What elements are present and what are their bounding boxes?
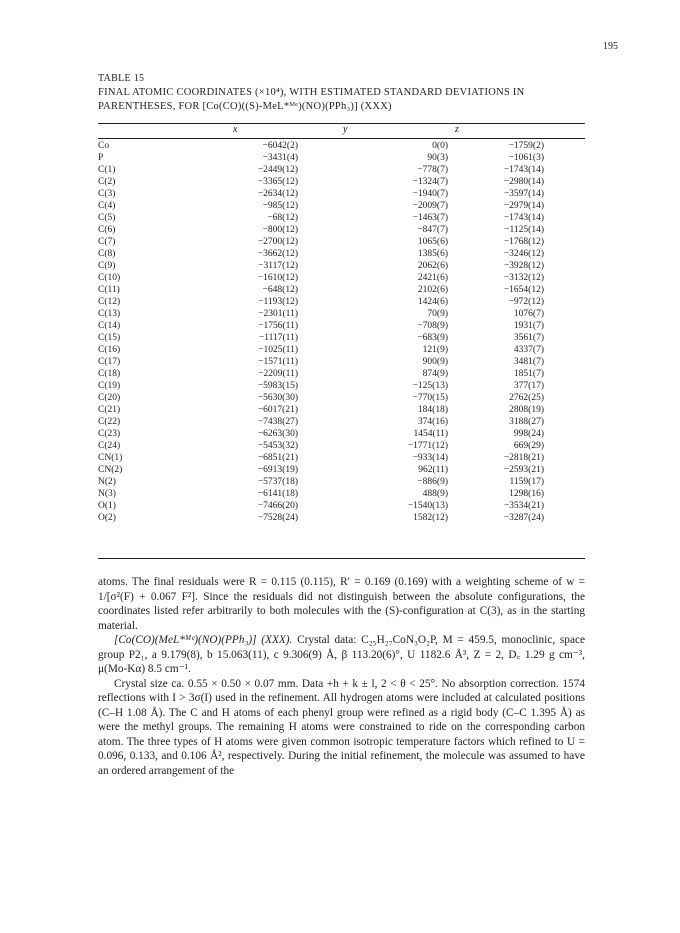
coord-z: 1076(7) [513, 309, 544, 319]
coord-y: −125(13) [412, 381, 448, 391]
coord-x: −1025(11) [258, 345, 298, 355]
paragraph-refinement: Crystal size ca. 0.55 × 0.50 × 0.07 mm. Data +h + k ± l, 2 < θ < 25°. No absorption correction. 1574 reflections with I > 3σ(I) used in the refinement. All hydrogen atoms were included at calculated positions (C–H 1.08 Å). The C and H atoms of each phenyl group were refined as a rigid body (C–C 1.395 Å) as were the methyl groups. The remaining H atoms were constrained to ride on the corresponding carbon atom. The three types of H atoms were given common isotropic temperature factors which refined to U = 0.096, 0.133, and 0.106 Å², respectively. During the initial refinement, the molecule was assumed to have an ordered arrangement of the [98, 677, 585, 777]
coord-x: −2301(11) [258, 309, 298, 319]
table-row [98, 140, 585, 152]
table-row [98, 368, 585, 380]
coord-y: 70(9) [427, 309, 448, 319]
table-row [98, 164, 585, 176]
coord-x: −5630(30) [257, 393, 298, 403]
coord-x: −5453(32) [257, 441, 298, 451]
table-row [98, 320, 585, 332]
table-caption: FINAL ATOMIC COORDINATES (×10⁴), WITH ESTIMATED STANDARD DEVIATIONS IN PARENTHESES, FOR [Co(CO)((S)-MeL*ᴹᵉ)(NO)(PPh₃)] (XXX) [98, 87, 525, 112]
coord-y: −778(7) [417, 165, 448, 175]
coord-z: −1768(12) [503, 237, 544, 247]
table-rule-bottom [98, 558, 585, 559]
coord-z: −3534(21) [503, 501, 544, 511]
coord-z: −2979(14) [503, 201, 544, 211]
atom-label: C(17) [98, 357, 121, 367]
coord-y: 2421(6) [417, 273, 448, 283]
coord-z: −2980(14) [503, 177, 544, 187]
coord-z: −2818(21) [503, 453, 544, 463]
coord-z: 377(17) [513, 381, 544, 391]
table-row [98, 284, 585, 296]
coord-y: −933(14) [412, 453, 448, 463]
atom-label: P [98, 153, 104, 163]
coord-y: 488(9) [422, 489, 448, 499]
coord-y: −886(9) [417, 477, 448, 487]
coord-y: −683(9) [417, 333, 448, 343]
column-header-x: x [233, 124, 238, 135]
coord-x: −3365(12) [257, 177, 298, 187]
coord-y: 2102(6) [417, 285, 448, 295]
table-row [98, 356, 585, 368]
atom-label: N(3) [98, 489, 116, 499]
coord-x: −5983(15) [257, 381, 298, 391]
crystal-data-text: Crystal data: C₂₅H₂₇CoN₃O₂P, M = 459.5, monoclinic, space group P2₁, a 9.179(8), b 15.063(11), c 9.306(9) Å, β 113.20(6)°, U 1182.6 Å³, Z = 2, D꜀ 1.29 g cm⁻³, μ(Mo-Kα) 8.5 cm⁻¹. [98, 634, 585, 675]
table-row [98, 200, 585, 212]
coord-x: −800(12) [262, 225, 298, 235]
table-row [98, 188, 585, 200]
coord-z: 669(29) [513, 441, 544, 451]
table-row [98, 392, 585, 404]
coord-y: 1454(11) [413, 429, 448, 439]
coord-y: 90(3) [427, 153, 448, 163]
table-row [98, 176, 585, 188]
coord-z: −3928(12) [503, 261, 544, 271]
table-row [98, 464, 585, 476]
coord-x: −7528(24) [257, 513, 298, 523]
coord-z: 2762(25) [509, 393, 544, 403]
coord-y: 374(16) [417, 417, 448, 427]
atom-label: O(2) [98, 513, 116, 523]
coord-x: −6042(2) [262, 141, 298, 151]
table-row [98, 476, 585, 488]
table-row [98, 212, 585, 224]
atom-label: C(21) [98, 405, 121, 415]
table-row [98, 488, 585, 500]
table-rule-top [98, 123, 585, 124]
coord-y: 0(0) [432, 141, 448, 151]
coord-x: −1571(11) [258, 357, 298, 367]
page-number: 195 [603, 41, 618, 52]
coord-y: 1065(6) [417, 237, 448, 247]
coord-x: −3117(12) [258, 261, 298, 271]
coord-x: −7438(27) [257, 417, 298, 427]
coord-x: −6851(21) [257, 453, 298, 463]
coord-z: 1298(16) [509, 489, 544, 499]
atom-label: C(16) [98, 345, 121, 355]
coord-z: −1743(14) [503, 165, 544, 175]
coord-x: −5737(18) [257, 477, 298, 487]
atom-label: CN(1) [98, 453, 123, 463]
atom-label: Co [98, 141, 110, 151]
coord-y: −708(9) [417, 321, 448, 331]
table-row [98, 296, 585, 308]
coord-z: −1743(14) [503, 213, 544, 223]
coord-x: −2634(12) [257, 189, 298, 199]
table-row [98, 248, 585, 260]
table-row [98, 380, 585, 392]
table-row [98, 404, 585, 416]
table-row [98, 440, 585, 452]
coord-x: −6913(19) [257, 465, 298, 475]
coord-x: −6141(18) [257, 489, 298, 499]
coord-x: −2700(12) [257, 237, 298, 247]
coord-x: −2209(11) [258, 369, 298, 379]
atom-label: C(13) [98, 309, 121, 319]
coord-x: −1610(12) [257, 273, 298, 283]
atom-label: C(12) [98, 297, 121, 307]
table-row [98, 272, 585, 284]
coord-z: −2593(21) [503, 465, 544, 475]
coord-y: −1463(7) [412, 213, 448, 223]
atom-label: C(3) [98, 189, 116, 199]
paragraph-residuals: atoms. The final residuals were R = 0.115 (0.115), R′ = 0.169 (0.169) with a weighting scheme of w = 1/[σ²(F) + 0.067 F²]. Since the residuals did not distinguish between the absolute configurations, the coordinates listed refer arbitrarily to both molecules with the (S)-configuration at C(3), as in the starting material. [98, 576, 585, 632]
coord-z: −3132(12) [503, 273, 544, 283]
coord-y: −2009(7) [412, 201, 448, 211]
coord-x: −1756(11) [258, 321, 298, 331]
atom-label: C(18) [98, 369, 121, 379]
atom-label: C(22) [98, 417, 121, 427]
coord-x: −68(12) [267, 213, 298, 223]
table-row [98, 428, 585, 440]
compound-title: [Co(CO)(MeL*ᴹᵉ)(NO)(PPh₃)] (XXX). [114, 634, 293, 646]
coord-x: −985(12) [262, 201, 298, 211]
coord-z: 3561(7) [513, 333, 544, 343]
table-row [98, 152, 585, 164]
coord-y: 1385(6) [417, 249, 448, 259]
coord-z: −1654(12) [503, 285, 544, 295]
coord-z: 998(24) [513, 429, 544, 439]
atom-label: C(2) [98, 177, 116, 187]
coord-z: −1061(3) [508, 153, 544, 163]
table-row [98, 236, 585, 248]
coord-x: −1193(12) [258, 297, 298, 307]
atom-label: O(1) [98, 501, 116, 511]
coord-y: −1324(7) [412, 177, 448, 187]
atom-label: C(14) [98, 321, 121, 331]
paragraph-crystal-data [98, 633, 585, 677]
coord-z: −1125(14) [504, 225, 544, 235]
coord-x: −1117(11) [258, 333, 298, 343]
coord-y: −770(15) [412, 393, 448, 403]
coord-y: −847(7) [417, 225, 448, 235]
coord-x: −6017(21) [257, 405, 298, 415]
coord-z: 3481(7) [513, 357, 544, 367]
table-row [98, 452, 585, 464]
atom-label: C(1) [98, 165, 116, 175]
coord-y: −1940(7) [412, 189, 448, 199]
body-text [98, 575, 585, 778]
atom-label: C(5) [98, 213, 116, 223]
atom-label: C(24) [98, 441, 121, 451]
table-row [98, 500, 585, 512]
atom-label: C(19) [98, 381, 121, 391]
coord-y: 1582(12) [413, 513, 448, 523]
coord-y: 1424(6) [417, 297, 448, 307]
atom-label: C(9) [98, 261, 116, 271]
table-row [98, 308, 585, 320]
coord-z: 1159(17) [509, 477, 544, 487]
coord-y: 184(18) [417, 405, 448, 415]
atom-label: C(10) [98, 273, 121, 283]
coord-y: −1540(13) [407, 501, 448, 511]
table-row [98, 260, 585, 272]
coord-z: 4337(7) [513, 345, 544, 355]
coord-x: −6263(30) [257, 429, 298, 439]
coord-x: −7466(20) [257, 501, 298, 511]
coord-z: 3188(27) [509, 417, 544, 427]
coord-y: 121(9) [422, 345, 448, 355]
atom-label: C(23) [98, 429, 121, 439]
atomic-coordinates-table [98, 140, 585, 524]
table-row [98, 512, 585, 524]
atom-label: CN(2) [98, 465, 123, 475]
coord-x: −2449(12) [257, 165, 298, 175]
coord-y: 874(9) [422, 369, 448, 379]
atom-label: N(2) [98, 477, 116, 487]
table-row [98, 344, 585, 356]
coord-x: −648(12) [262, 285, 298, 295]
atom-label: C(6) [98, 225, 116, 235]
coord-y: −1771(12) [407, 441, 448, 451]
atom-label: C(20) [98, 393, 121, 403]
coord-z: −3287(24) [503, 513, 544, 523]
column-header-y: y [343, 124, 348, 135]
coord-z: 1931(7) [513, 321, 544, 331]
coord-z: −3597(14) [503, 189, 544, 199]
coord-z: 2808(19) [509, 405, 544, 415]
coord-x: −3431(4) [262, 153, 298, 163]
atom-label: C(7) [98, 237, 116, 247]
coord-y: 962(11) [418, 465, 448, 475]
atom-label: C(11) [98, 285, 120, 295]
coord-z: −3246(12) [503, 249, 544, 259]
coord-z: 1851(7) [513, 369, 544, 379]
atom-label: C(15) [98, 333, 121, 343]
coord-z: −1759(2) [508, 141, 544, 151]
atom-label: C(8) [98, 249, 116, 259]
table-row [98, 224, 585, 236]
table-label: TABLE 15 [98, 73, 145, 84]
table-row [98, 332, 585, 344]
coord-z: −972(12) [508, 297, 544, 307]
table-row [98, 416, 585, 428]
table-rule-header [98, 138, 585, 139]
atom-label: C(4) [98, 201, 116, 211]
coord-y: 2062(6) [417, 261, 448, 271]
column-header-z: z [455, 124, 459, 135]
coord-x: −3662(12) [257, 249, 298, 259]
coord-y: 900(9) [422, 357, 448, 367]
